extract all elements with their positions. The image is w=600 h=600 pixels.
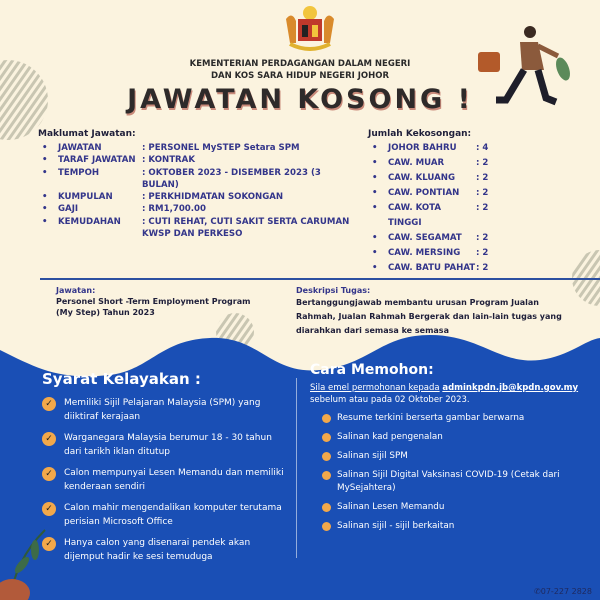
job-info-section <box>38 129 358 240</box>
duties-heading: Deskripsi Tugas: <box>296 286 371 295</box>
vacancy-count: : 4 <box>476 143 489 153</box>
vacancy-item <box>368 231 508 246</box>
coat-of-arms-logo <box>280 4 340 54</box>
job-info-key: • KUMPULAN <box>58 192 113 203</box>
document-text: Salinan Lesen Memandu <box>337 502 445 512</box>
duties-text: Bertanggungjawab membantu urusan Program Jualan Rahmah, Jualan Rahmah Bergerak dan lain-lain tugas yang diarahkan dari semasa ke semasa <box>296 298 562 335</box>
vacancy-item <box>368 156 508 171</box>
requirement-text: Calon mahir mengendalikan komputer terutama perisian Microsoft Office <box>64 503 282 527</box>
requirements-heading: Syarat Kelayakan : <box>42 370 201 388</box>
vacancy-count: : 2 <box>476 263 489 273</box>
requirement-text: Hanya calon yang disenarai pendek akan dijemput hadir ke sesi temuduga <box>64 538 251 562</box>
vacancy-count: : 2 <box>476 158 489 168</box>
document-item <box>322 501 597 514</box>
document-text: Resume terkini berserta gambar berwarna <box>337 413 525 423</box>
check-icon <box>322 471 331 480</box>
vacancy-item <box>368 141 508 156</box>
job-info-key: • KEMUDAHAN <box>58 216 121 227</box>
requirement-item <box>42 466 292 494</box>
vacancy-count: : 2 <box>476 203 489 213</box>
vacancy-branch: • CAW. PONTIAN <box>388 188 460 198</box>
job-info-item <box>38 216 358 241</box>
phone-icon: ✆ <box>534 587 541 596</box>
vacancy-branch: • CAW. MERSING <box>388 248 461 258</box>
job-info-item <box>38 203 358 215</box>
check-icon <box>322 414 331 423</box>
requirement-text: Calon mempunyai Lesen Memandu dan memiliki kenderaan sendiri <box>64 468 284 492</box>
apply-heading: Cara Memohon: <box>310 362 434 378</box>
vacancy-count: : 2 <box>476 173 489 183</box>
job-info-value: : PERSONEL MySTEP Setara SPM <box>142 143 300 153</box>
document-text: Salinan kad pengenalan <box>337 432 443 442</box>
document-item <box>322 431 597 444</box>
apply-instructions <box>310 382 600 406</box>
requirement-item <box>42 396 292 424</box>
vacancies-list <box>368 141 508 276</box>
check-icon <box>322 503 331 512</box>
job-info-key: • TEMPOH <box>58 167 100 178</box>
job-info-value: : OKTOBER 2023 - DISEMBER 2023 (3 BULAN) <box>142 167 321 190</box>
position-heading: Jawatan: <box>56 286 96 295</box>
document-item <box>322 412 597 425</box>
check-icon: ✓ <box>42 502 56 516</box>
requirement-item <box>42 501 292 529</box>
vacancy-branch: • CAW. KOTA TINGGI <box>388 203 442 228</box>
position-text: Personel Short -Term Employment Program (My Step) Tahun 2023 <box>56 297 251 317</box>
job-info-item <box>38 167 358 192</box>
vacancy-count: : 2 <box>476 188 489 198</box>
job-info-value: : CUTI REHAT, CUTI SAKIT SERTA CARUMAN KWSP DAN PERKESO <box>142 216 350 240</box>
apply-email-link[interactable]: adminkpdn.jb@kpdn.gov.my <box>442 383 579 393</box>
job-info-item <box>38 154 358 166</box>
check-icon <box>322 452 331 461</box>
job-info-value: : PERKHIDMATAN SOKONGAN <box>142 192 284 203</box>
document-text: Salinan sijil - sijil berkaitan <box>337 521 455 531</box>
vacancy-item <box>368 201 508 231</box>
vacancy-branch: • JOHOR BAHRU <box>388 143 457 153</box>
vacancy-count: : 2 <box>476 248 489 258</box>
ministry-line-2: DAN KOS SARA HIDUP NEGERI JOHOR <box>210 71 390 81</box>
vacancy-item <box>368 246 508 261</box>
job-info-key: • JAWATAN <box>58 143 102 153</box>
vacancy-branch: • CAW. KLUANG <box>388 173 456 183</box>
requirement-text: Warganegara Malaysia berumur 18 - 30 tahun dari tarikh iklan ditutup <box>64 433 272 457</box>
document-text: Salinan Sijil Digital Vaksinasi COVID-19 (Cetak dari MySejahtera) <box>337 470 560 493</box>
check-icon: ✓ <box>42 467 56 481</box>
document-text: Salinan sijil SPM <box>337 451 408 461</box>
vacancies-section <box>368 129 508 276</box>
ministry-line-1: KEMENTERIAN PERDAGANGAN DALAM NEGERI <box>189 59 411 69</box>
vacancy-item <box>368 186 508 201</box>
job-info-key: • TARAF JAWATAN <box>58 155 136 166</box>
vacancy-item <box>368 171 508 186</box>
requirement-item <box>42 536 292 564</box>
check-icon: ✓ <box>42 537 56 551</box>
job-info-list <box>38 142 358 240</box>
job-info-item <box>38 142 358 154</box>
job-info-key: • GAJI <box>58 204 79 215</box>
ministry-name <box>0 58 600 82</box>
vacancy-branch: • CAW. BATU PAHAT <box>388 263 476 273</box>
documents-list <box>322 412 597 539</box>
requirement-item <box>42 431 292 459</box>
document-item <box>322 469 597 495</box>
vacancy-count: : 2 <box>476 233 489 243</box>
vacancy-branch: • CAW. MUAR <box>388 158 445 168</box>
apply-intro-text: Sila emel permohonan kepada <box>310 383 440 393</box>
position-section <box>56 285 266 318</box>
job-info-item <box>38 191 358 203</box>
check-icon <box>322 522 331 531</box>
requirements-list <box>42 396 292 571</box>
vacancy-item <box>368 261 508 276</box>
divider <box>40 278 600 280</box>
job-info-value: : KONTRAK <box>142 155 195 166</box>
job-info-value: : RM1,700.00 <box>142 204 207 215</box>
divider-vertical <box>296 378 297 558</box>
document-item <box>322 450 597 463</box>
page-title: JAWATAN KOSONG ! <box>127 84 473 115</box>
vacancies-heading: Jumlah Kekosongan: <box>368 129 472 139</box>
phone-contact <box>534 587 592 596</box>
requirement-text: Memiliki Sijil Pelajaran Malaysia (SPM) yang diiktiraf kerajaan <box>64 398 261 422</box>
check-icon: ✓ <box>42 397 56 411</box>
apply-deadline: sebelum atau pada 02 Oktober 2023. <box>310 395 470 405</box>
job-info-heading: Maklumat Jawatan: <box>38 129 136 139</box>
vacancy-branch: • CAW. SEGAMAT <box>388 233 462 243</box>
check-icon: ✓ <box>42 432 56 446</box>
check-icon <box>322 433 331 442</box>
document-item <box>322 520 597 533</box>
phone-number: 07-227 2828 <box>540 587 592 596</box>
